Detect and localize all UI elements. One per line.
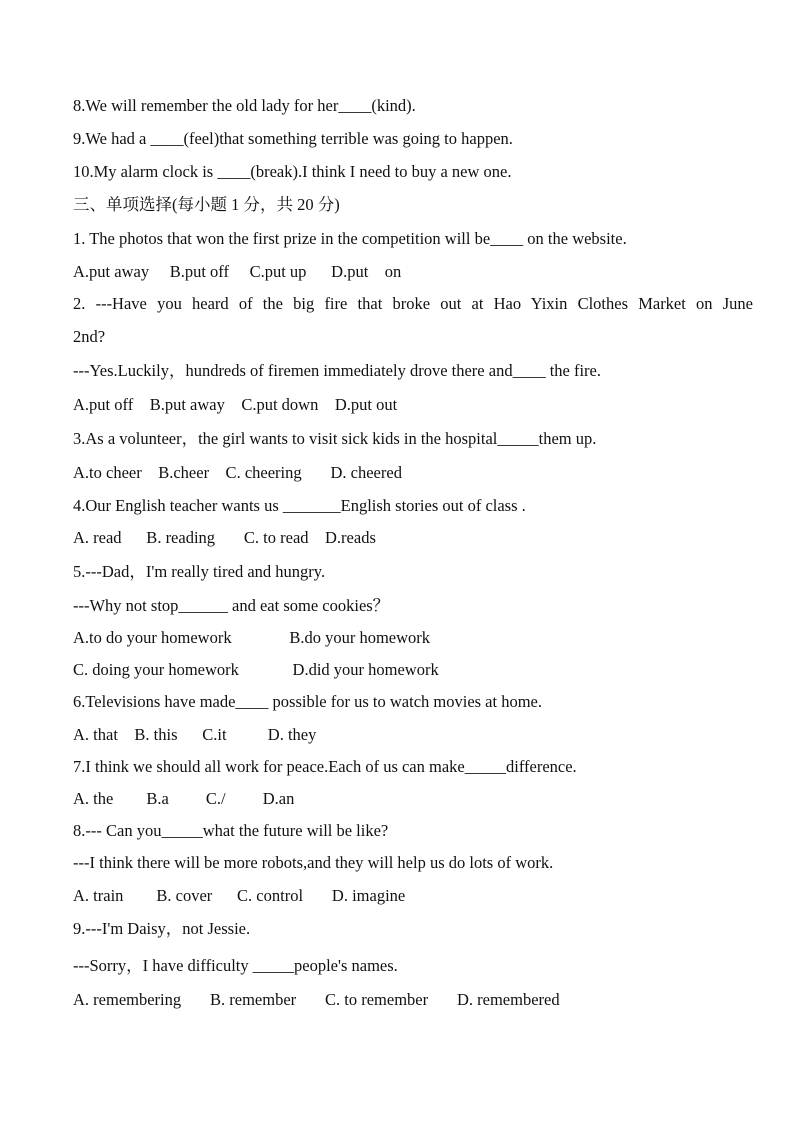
question-6: 6.Televisions have made____ possible for us to watch movies at home.	[73, 692, 543, 711]
question-4: 4.Our English teacher wants us _______English stories out of class .	[73, 496, 526, 515]
question-6-options: A. that B. this C.it D. they	[73, 725, 317, 744]
question-7: 7.I think we should all work for peace.Each of us can make_____difference.	[73, 757, 577, 776]
question-1: 1. The photos that won the first prize in the competition will be____ on the website.	[73, 229, 627, 248]
question-3: 3.As a volunteer，the girl wants to visit sick kids in the hospital_____them up.	[73, 429, 597, 448]
question-4-options: A. read B. reading C. to read D.reads	[73, 528, 376, 547]
question-8-options: A. train B. cover C. control D. imagine	[73, 886, 406, 905]
question-9: 9.---I'm Daisy，not Jessie.	[73, 919, 251, 938]
question-3-options: A.to cheer B.cheer C. cheering D. cheered	[73, 463, 402, 482]
question-5-options-cd: C. doing your homework D.did your homework	[73, 660, 439, 679]
fill-in-question-9: 9.We had a ____(feel)that something terrible was going to happen.	[73, 129, 513, 148]
question-2-reply: ---Yes.Luckily，hundreds of firemen immediately drove there and____ the fire.	[73, 361, 601, 380]
question-5: 5.---Dad，I'm really tired and hungry.	[73, 562, 326, 581]
question-1-options: A.put away B.put off C.put up D.put on	[73, 262, 402, 281]
question-5-options-ab: A.to do your homework B.do your homework	[73, 628, 431, 647]
question-5-reply: ---Why not stop______ and eat some cookies？	[73, 596, 390, 615]
fill-in-question-10: 10.My alarm clock is ____(break).I think I need to buy a new one.	[73, 162, 512, 181]
section-heading: 三、单项选择(每小题 1 分，共 20 分)	[73, 195, 340, 214]
question-9-options: A. remembering B. remember C. to remember D. remembered	[73, 990, 560, 1009]
question-2-line-2: 2nd?	[73, 327, 106, 346]
question-9-reply: ---Sorry，I have difficulty _____people's names.	[73, 956, 398, 975]
question-2-line-1: 2. ---Have you heard of the big fire that broke out at Hao Yixin Clothes Market on June	[73, 294, 753, 313]
fill-in-question-8: 8.We will remember the old lady for her____(kind).	[73, 96, 416, 115]
question-8: 8.--- Can you_____what the future will be like?	[73, 821, 389, 840]
question-2-options: A.put off B.put away C.put down D.put out	[73, 395, 398, 414]
question-7-options: A. the B.a C./ D.an	[73, 789, 295, 808]
question-8-reply: ---I think there will be more robots,and they will help us do lots of work.	[73, 853, 554, 872]
